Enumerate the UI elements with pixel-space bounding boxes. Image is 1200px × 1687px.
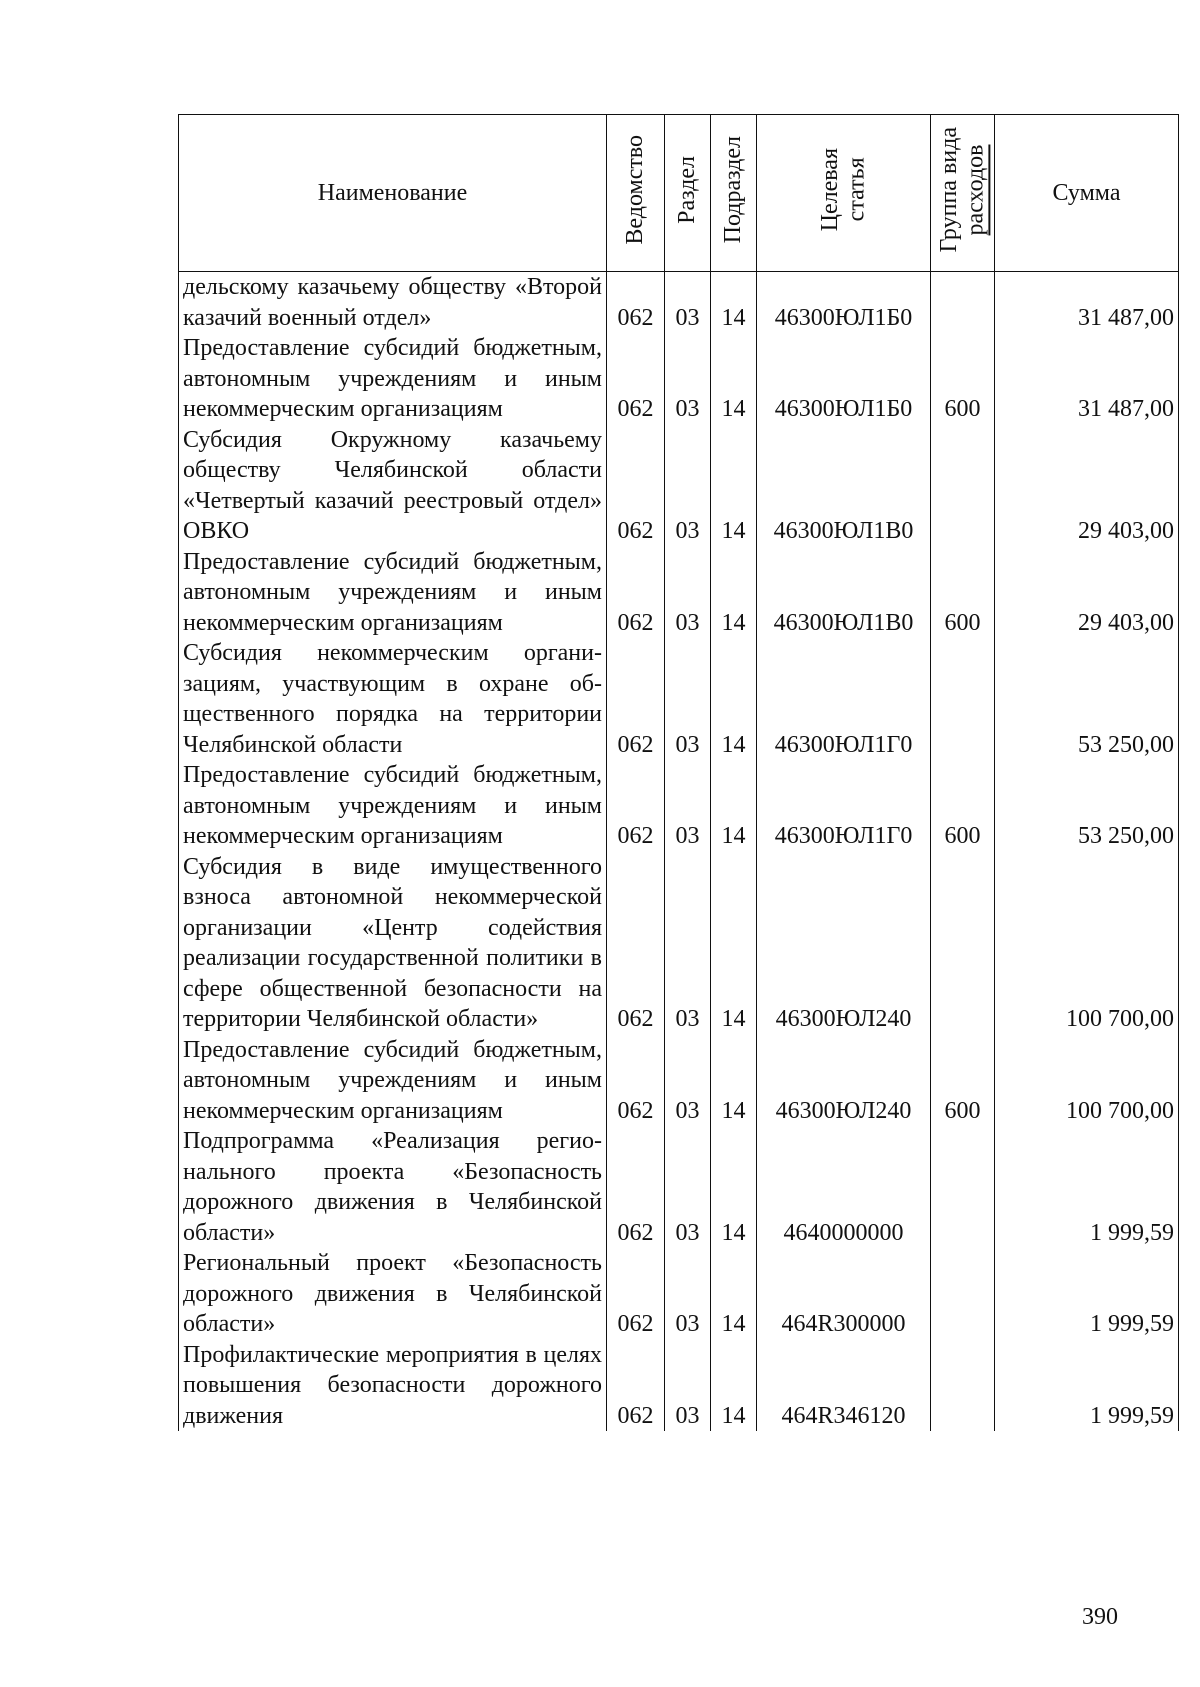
cell-subsection: 14	[711, 852, 757, 1035]
cell-name: Предоставление субсидий бюджетным, автономным учреждениям и иным некоммерческим организациям	[179, 760, 607, 852]
cell-group: 600	[931, 760, 995, 852]
cell-sum: 53 250,00	[995, 760, 1179, 852]
budget-table	[178, 114, 1179, 1431]
header-dept: Ведомство	[607, 115, 665, 272]
table-row	[179, 425, 1179, 547]
table-row	[179, 1248, 1179, 1340]
cell-target: 46300ЮЛ240	[757, 852, 931, 1035]
cell-subsection: 14	[711, 1340, 757, 1432]
cell-target: 464R300000	[757, 1248, 931, 1340]
cell-target: 46300ЮЛ240	[757, 1035, 931, 1127]
cell-subsection: 14	[711, 638, 757, 760]
cell-target: 46300ЮЛ1В0	[757, 425, 931, 547]
cell-name: Субсидия Окружному казачьему обществу Челябинской области «Четвертый казачий реестровый отдел» ОВКО	[179, 425, 607, 547]
cell-dept: 062	[607, 760, 665, 852]
cell-subsection: 14	[711, 1248, 757, 1340]
cell-group	[931, 852, 995, 1035]
cell-dept: 062	[607, 1248, 665, 1340]
cell-target: 46300ЮЛ1В0	[757, 547, 931, 639]
table-row	[179, 272, 1179, 334]
cell-target: 46300ЮЛ1Г0	[757, 638, 931, 760]
cell-dept: 062	[607, 852, 665, 1035]
cell-group	[931, 272, 995, 334]
cell-section: 03	[665, 1340, 711, 1432]
cell-name: Региональный проект «Безопасность дорожного движения в Челябинской области»	[179, 1248, 607, 1340]
cell-sum: 29 403,00	[995, 425, 1179, 547]
cell-name: Субсидия некоммерческим организациям, участвующим в охране общественного порядка на территории Челябинской области	[179, 638, 607, 760]
table-row	[179, 333, 1179, 425]
cell-sum: 100 700,00	[995, 852, 1179, 1035]
cell-section: 03	[665, 333, 711, 425]
cell-name: Профилактические мероприятия в целях повышения безопасности дорожного движения	[179, 1340, 607, 1432]
cell-dept: 062	[607, 333, 665, 425]
page-number: 390	[1082, 1604, 1118, 1630]
cell-target: 46300ЮЛ1Г0	[757, 760, 931, 852]
header-group: Группа вида расходов	[931, 115, 995, 272]
cell-name: Предоставление субсидий бюджетным, автономным учреждениям и иным некоммерческим организациям	[179, 333, 607, 425]
cell-sum: 1 999,59	[995, 1340, 1179, 1432]
cell-name: Субсидия в виде имущественного взноса автономной некоммерческой организации «Центр содействия реализации государственной политики в сфере общественной безопасности на территории Челябинской области»	[179, 852, 607, 1035]
table-row	[179, 852, 1179, 1035]
cell-dept: 062	[607, 425, 665, 547]
cell-target: 464R346120	[757, 1340, 931, 1432]
table-row	[179, 1035, 1179, 1127]
table-body	[179, 272, 1179, 1432]
cell-name: Предоставление субсидий бюджетным, автономным учреждениям и иным некоммерческим организациям	[179, 1035, 607, 1127]
cell-sum: 100 700,00	[995, 1035, 1179, 1127]
cell-target: 46300ЮЛ1Б0	[757, 333, 931, 425]
cell-subsection: 14	[711, 1126, 757, 1248]
header-section: Раздел	[665, 115, 711, 272]
cell-section: 03	[665, 638, 711, 760]
cell-section: 03	[665, 547, 711, 639]
cell-sum: 31 487,00	[995, 272, 1179, 334]
header-name: Наименование	[179, 115, 607, 272]
cell-section: 03	[665, 1248, 711, 1340]
cell-sum: 1 999,59	[995, 1248, 1179, 1340]
cell-name: Предоставление субсидий бюджетным, автономным учреждениям и иным некоммерческим организациям	[179, 547, 607, 639]
cell-dept: 062	[607, 1035, 665, 1127]
table-row	[179, 760, 1179, 852]
cell-dept: 062	[607, 547, 665, 639]
cell-sum: 31 487,00	[995, 333, 1179, 425]
cell-dept: 062	[607, 638, 665, 760]
cell-section: 03	[665, 760, 711, 852]
cell-group: 600	[931, 547, 995, 639]
cell-section: 03	[665, 1126, 711, 1248]
cell-target: 4640000000	[757, 1126, 931, 1248]
cell-group	[931, 638, 995, 760]
cell-subsection: 14	[711, 425, 757, 547]
cell-subsection: 14	[711, 272, 757, 334]
table-row	[179, 1340, 1179, 1432]
cell-target: 46300ЮЛ1Б0	[757, 272, 931, 334]
cell-group	[931, 1248, 995, 1340]
cell-subsection: 14	[711, 1035, 757, 1127]
cell-dept: 062	[607, 272, 665, 334]
cell-group: 600	[931, 333, 995, 425]
cell-subsection: 14	[711, 547, 757, 639]
cell-group	[931, 425, 995, 547]
cell-sum: 53 250,00	[995, 638, 1179, 760]
table-row	[179, 547, 1179, 639]
cell-dept: 062	[607, 1126, 665, 1248]
header-subsection: Подраздел	[711, 115, 757, 272]
cell-name: Подпрограмма «Реализация регионального проекта «Безопасность дорожного движения в Челябинской области»	[179, 1126, 607, 1248]
cell-section: 03	[665, 852, 711, 1035]
cell-section: 03	[665, 1035, 711, 1127]
cell-section: 03	[665, 272, 711, 334]
table-row	[179, 638, 1179, 760]
cell-sum: 29 403,00	[995, 547, 1179, 639]
table-header-row	[179, 115, 1179, 272]
cell-group	[931, 1340, 995, 1432]
cell-subsection: 14	[711, 333, 757, 425]
cell-dept: 062	[607, 1340, 665, 1432]
cell-section: 03	[665, 425, 711, 547]
header-target: Целевая статья	[757, 115, 931, 272]
header-sum: Сумма	[995, 115, 1179, 272]
cell-sum: 1 999,59	[995, 1126, 1179, 1248]
cell-group: 600	[931, 1035, 995, 1127]
cell-subsection: 14	[711, 760, 757, 852]
cell-name: дельскому казачьему обществу «Второй казачий военный отдел»	[179, 272, 607, 334]
table-row	[179, 1126, 1179, 1248]
cell-group	[931, 1126, 995, 1248]
